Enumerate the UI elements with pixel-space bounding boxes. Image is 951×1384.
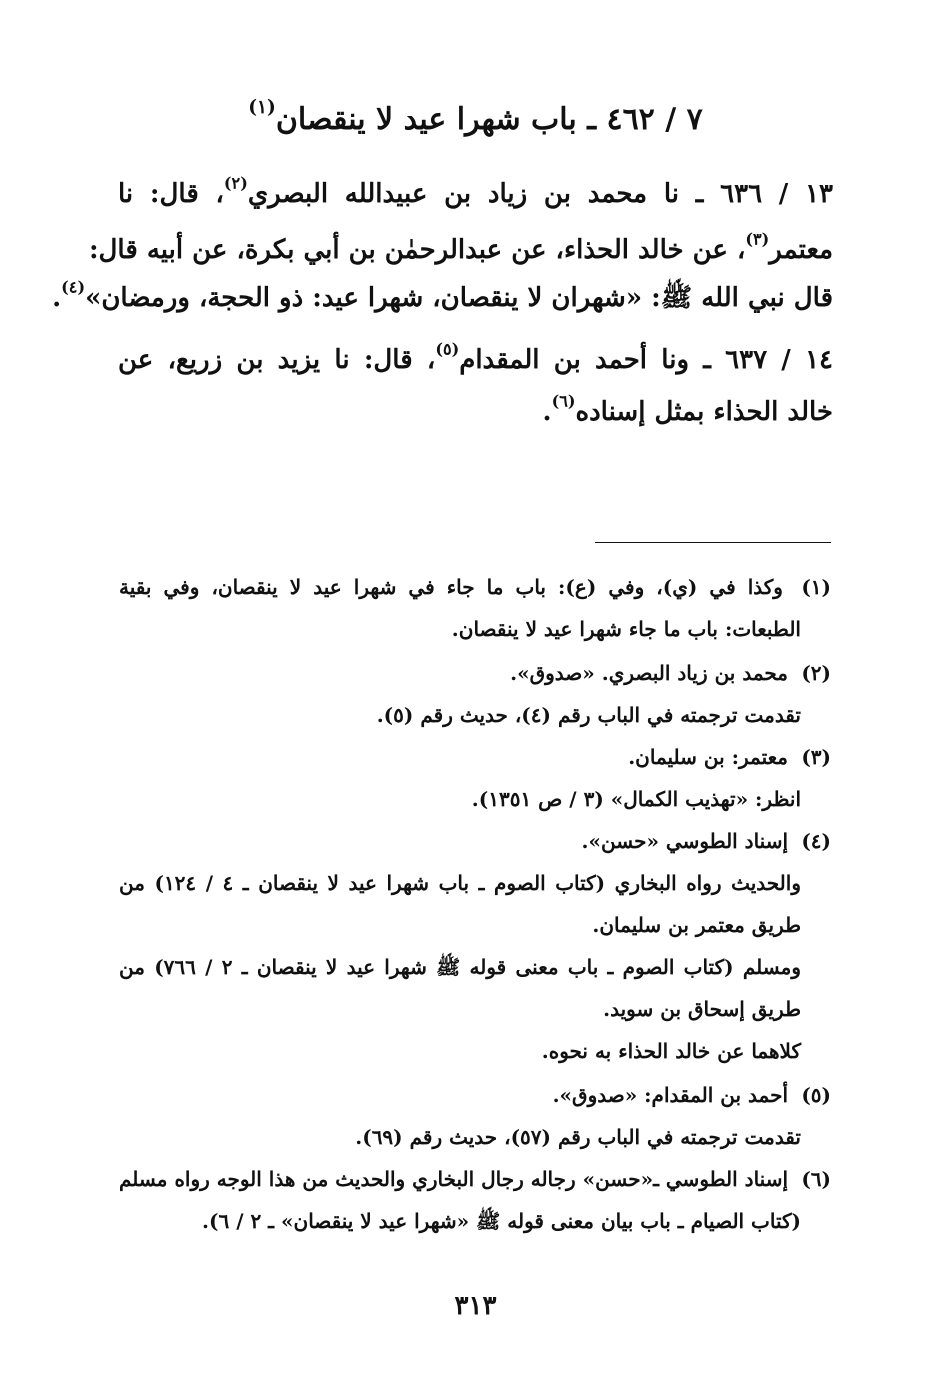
text-span: . [52,283,62,313]
footnote-6-cont [119,1200,801,1242]
text-span: طريق معتمر بن سليمان. [592,913,801,937]
footnote-marker: (٣) [745,229,770,249]
footnote-5 [119,1074,831,1116]
footnote-5-cont [119,1116,801,1158]
footnote-number: (٢) [801,661,831,685]
footnote-4-cont-5 [119,1030,801,1072]
text-span: إسناد الطوسي ـ«حسن» رجاله رجال البخاري والحديث من هذا الوجه رواه مسلم [119,1167,789,1191]
footnote-2 [119,652,831,694]
text-span: أحمد بن المقدام: «صدوق». [552,1083,789,1107]
footnote-marker: (٦) [551,391,576,411]
text-span: (كتاب الصيام ـ باب بيان معنى قوله ﷺ «شهرا عيد لا ينقصان» ـ ٢ / ٦). [202,1209,801,1233]
footnote-4-cont-3 [119,946,801,988]
text-span: ١٤ / ٦٣٧ ـ ونا أحمد بن المقدام [459,345,833,375]
footnote-1-cont [119,608,801,650]
chapter-heading-text: ٧ / ٤٦٢ ـ باب شهرا عيد لا ينقصان [275,102,703,137]
text-span: خالد الحذاء بمثل إسناده [575,397,833,427]
hadith-637-line-1 [118,332,833,388]
text-span: . [542,397,552,427]
hadith-636-line-3 [52,270,833,326]
chapter-heading [0,96,951,144]
hadith-636-line-1 [118,166,833,222]
text-span: محمد بن زياد البصري. «صدوق». [510,661,789,685]
text-span: والحديث رواه البخاري (كتاب الصوم ـ باب شهرا عيد لا ينقصان ـ ٤ / ١٢٤) من [119,871,801,895]
footnote-number: (٦) [801,1167,831,1191]
footnote-number: (١) [801,575,831,599]
footnote-6 [119,1158,831,1200]
text-span: إسناد الطوسي «حسن». [581,829,789,853]
text-span: ومسلم (كتاب الصوم ـ باب معنى قوله ﷺ شهرا عيد لا ينقصان ـ ٢ / ٧٦٦) من [119,955,801,979]
text-span: معتمر: بن سليمان. [628,745,789,769]
text-span: ، عن خالد الحذاء، عن عبدالرحمٰن بن أبي بكرة، عن أبيه قال: [88,235,746,265]
footnote-number: (٣) [801,745,831,769]
footnote-1 [119,566,831,608]
footnote-marker: (١) [248,97,276,119]
footnote-4-cont-2 [119,904,801,946]
footnote-marker: (٤) [61,277,86,297]
page-number: ٣١٣ [454,1291,497,1321]
footnote-number: (٤) [801,829,831,853]
text-span: تقدمت ترجمته في الباب رقم (٤)، حديث رقم (٥). [376,703,801,727]
hadith-637-line-2 [118,384,833,440]
text-span: انظر: «تهذيب الكمال» (٣ / ص ١٣٥١). [471,787,801,811]
text-span: ١٣ / ٦٣٦ ـ نا محمد بن زياد بن عبيدالله البصري [247,179,833,209]
text-span: ، قال: نا يزيد بن زريع، عن [118,345,436,375]
text-span: الطبعات: باب ما جاء شهرا عيد لا ينقصان. [451,617,801,641]
text-span: تقدمت ترجمته في الباب رقم (٥٧)، حديث رقم (٦٩). [355,1125,801,1149]
text-span: طريق إسحاق بن سويد. [603,997,801,1021]
text-span: ، قال: نا [118,179,224,209]
footnote-separator [595,542,831,543]
footnote-2-cont [119,694,801,736]
text-span: كلاهما عن خالد الحذاء به نحوه. [541,1039,801,1063]
footnote-marker: (٢) [223,173,248,193]
text-span: قال نبي الله ﷺ: «شهران لا ينقصان، شهرا عيد: ذو الحجة، ورمضان» [85,283,833,313]
footnote-3-cont [119,778,801,820]
footnote-4 [119,820,831,862]
footnote-4-cont-4 [119,988,801,1030]
text-span: معتمر [769,235,833,265]
footnote-number: (٥) [801,1083,831,1107]
footnote-4-cont-1 [119,862,801,904]
footnote-3 [119,736,831,778]
footnote-marker: (٥) [435,339,460,359]
text-span: وكذا في (ي)، وفي (ع): باب ما جاء في شهرا عيد لا ينقصان، وفي بقية [119,575,783,599]
